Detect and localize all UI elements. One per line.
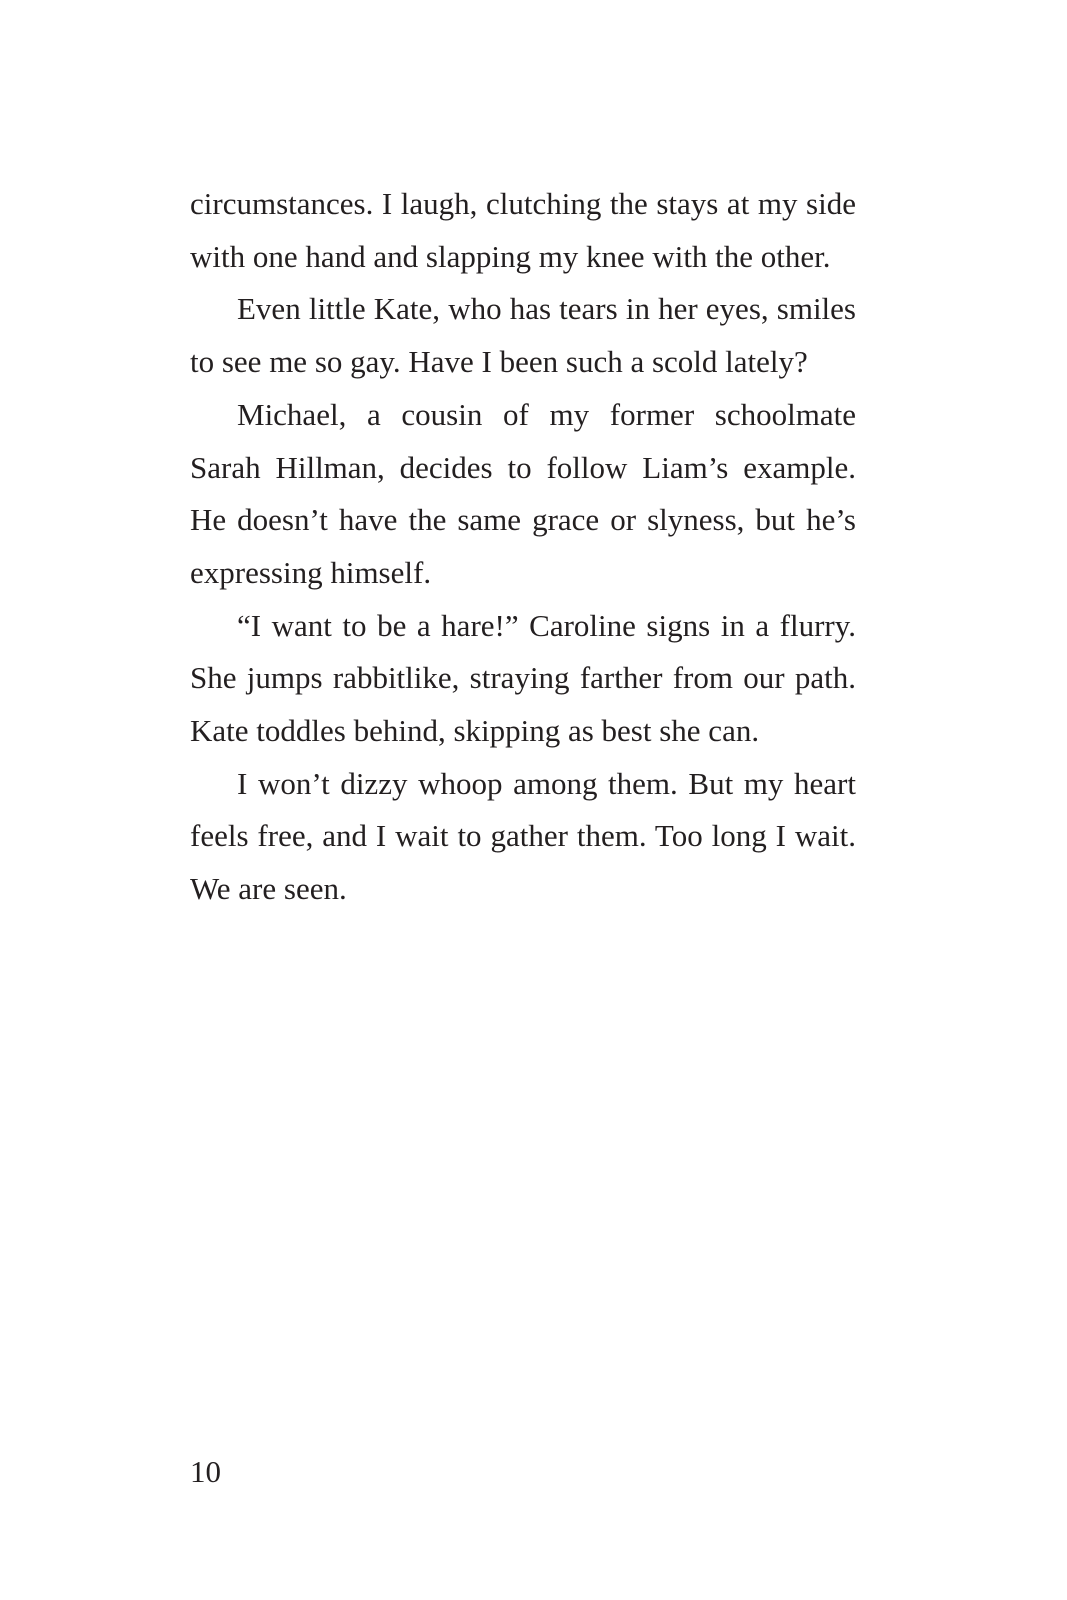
paragraph-2: Even little Kate, who has tears in her eyes, smiles to see me so gay. Have I been such a scold lately? xyxy=(190,291,856,380)
paragraph-1: circumstances. I laugh, clutching the stays at my side with one hand and slapping my knee with the other. xyxy=(190,186,856,274)
page-number: 10 xyxy=(190,1454,221,1489)
paragraph-4: “I want to be a hare!” Caroline signs in a flurry. She jumps rabbitlike, straying farther from our path. Kate toddles behind, skipping as best she can. xyxy=(190,607,856,749)
body-text xyxy=(190,178,856,916)
paragraph-3: Michael, a cousin of my former schoolmate Sarah Hillman, decides to follow Liam’s example. He doesn’t have the same grace or slyness, but he’s expressing himself. xyxy=(190,396,856,590)
paragraph-5: I won’t dizzy whoop among them. But my heart feels free, and I wait to gather them. Too long I wait. We are seen. xyxy=(190,765,856,907)
